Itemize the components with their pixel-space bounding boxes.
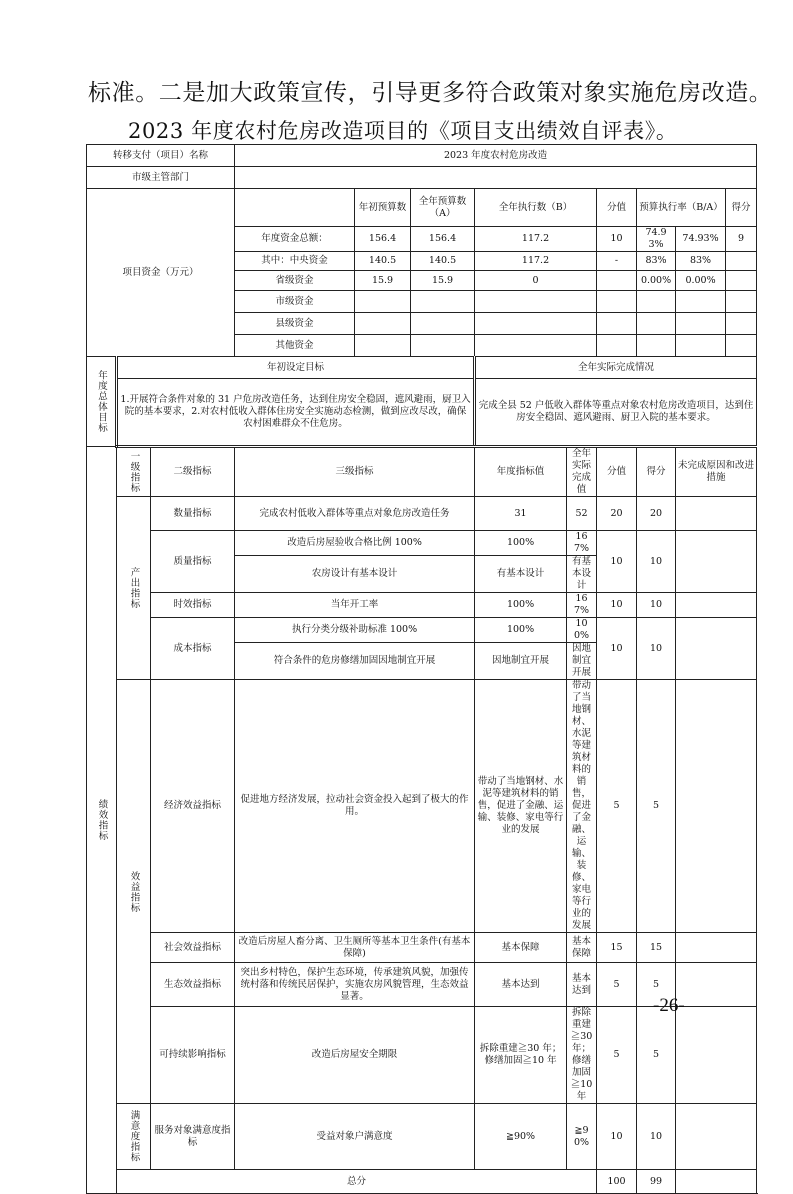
total-score: 99	[637, 1170, 676, 1194]
timeliness-actual: 167%	[567, 593, 597, 618]
total-points: 100	[597, 1170, 637, 1194]
quantity-points: 20	[597, 497, 637, 531]
sustainable-indicator: 改造后房屋安全期限	[235, 1007, 475, 1104]
funds-row-score	[726, 291, 757, 313]
table-row	[87, 357, 757, 379]
satisfaction-score: 10	[637, 1104, 676, 1170]
table-row	[87, 189, 757, 227]
satisfaction-target: ≧90%	[475, 1104, 567, 1170]
cost-reason	[676, 618, 757, 680]
funds-row-exec	[475, 335, 597, 357]
annual-goal-label: 年度总体目标	[87, 357, 117, 447]
table-row	[87, 379, 757, 447]
funds-row-points	[597, 313, 637, 335]
funds-row-rate1: 83%	[637, 252, 676, 271]
economic-actual: 带动了当地钢材、水泥等建筑材料的销售，促进了金融、运输、装修、家电等行业的发展	[567, 680, 597, 933]
funds-row-rate1	[637, 291, 676, 313]
funds-row-rate1	[637, 335, 676, 357]
funds-row-exec: 0	[475, 271, 597, 291]
funds-row-initial: 140.5	[355, 252, 411, 271]
perf-section-label: 绩效指标	[87, 447, 117, 1194]
funds-row-rate2	[676, 291, 726, 313]
quality-reason	[676, 531, 757, 593]
total-reason	[676, 1170, 757, 1194]
perf-header-level2: 二级指标	[151, 447, 235, 497]
satisfaction-indicator-label: 满意度指标	[117, 1104, 151, 1170]
goal-actual-header: 全年实际完成情况	[475, 357, 757, 379]
benefit-indicator-label: 效益指标	[117, 680, 151, 1104]
quantity-target: 31	[475, 497, 567, 531]
funds-row-exec: 117.2	[475, 252, 597, 271]
funds-row-label: 其中：中央资金	[235, 252, 355, 271]
satisfaction-actual: ≧90%	[567, 1104, 597, 1170]
output-indicator-label: 产出指标	[117, 497, 151, 680]
ecological-points: 5	[597, 963, 637, 1007]
funds-row-full	[411, 335, 475, 357]
cost-name: 成本指标	[151, 618, 235, 680]
perf-header-level1: 一级指标	[117, 447, 151, 497]
funds-header-full: 全年预算数（A）	[411, 189, 475, 227]
funds-row-rate2	[676, 313, 726, 335]
dept-label: 市级主管部门	[87, 167, 235, 189]
economic-name: 经济效益指标	[151, 680, 235, 933]
social-score: 15	[637, 933, 676, 963]
funds-header-blank	[235, 189, 355, 227]
funds-row-rate2: 83%	[676, 252, 726, 271]
economic-score: 5	[637, 680, 676, 933]
table-row	[87, 497, 757, 531]
funds-row-score	[726, 313, 757, 335]
dept-value	[235, 167, 757, 189]
table-row	[87, 593, 757, 618]
social-reason	[676, 933, 757, 963]
social-name: 社会效益指标	[151, 933, 235, 963]
table-row	[87, 1007, 757, 1104]
quantity-reason	[676, 497, 757, 531]
timeliness-name: 时效指标	[151, 593, 235, 618]
ecological-target: 基本达到	[475, 963, 567, 1007]
cost-score: 10	[637, 618, 676, 680]
funds-row-full: 140.5	[411, 252, 475, 271]
funds-row-points	[597, 335, 637, 357]
funds-row-rate2: 74.93%	[676, 227, 726, 252]
sustainable-points: 5	[597, 1007, 637, 1104]
ecological-actual: 基本达到	[567, 963, 597, 1007]
funds-row-points: -	[597, 252, 637, 271]
timeliness-score: 10	[637, 593, 676, 618]
funds-row-initial	[355, 291, 411, 313]
quality-points: 10	[597, 531, 637, 593]
cost-indicator: 执行分类分级补助标准 100%	[235, 618, 475, 643]
funds-header-score: 得分	[726, 189, 757, 227]
table-row	[87, 933, 757, 963]
perf-header-actual: 全年实际完成值	[567, 447, 597, 497]
economic-reason	[676, 680, 757, 933]
sustainable-reason	[676, 1007, 757, 1104]
goal-actual-text: 完成全县 52 户低收入群体等重点对象农村危房改造项目，达到住房安全稳固、遮风避雨、厨卫入院的基本要求。	[475, 379, 757, 447]
funds-row-initial: 156.4	[355, 227, 411, 252]
ecological-score: 5	[637, 963, 676, 1007]
funds-row-initial	[355, 313, 411, 335]
economic-indicator: 促进地方经济发展，拉动社会资金投入起到了极大的作用。	[235, 680, 475, 933]
satisfaction-indicator: 受益对象户满意度	[235, 1104, 475, 1170]
perf-header-score: 得分	[637, 447, 676, 497]
funds-row-initial: 15.9	[355, 271, 411, 291]
quality-target: 100%	[475, 531, 567, 556]
funds-row-label: 其他资金	[235, 335, 355, 357]
intro-line: 标准。二是加大政策宣传，引导更多符合政策对象实施危房改造。	[88, 80, 773, 106]
funds-row-rate1: 0.00%	[637, 271, 676, 291]
social-actual: 基本保障	[567, 933, 597, 963]
perf-header-reason: 未完成原因和改进措施	[676, 447, 757, 497]
table-row	[87, 531, 757, 556]
funds-header-initial: 年初预算数	[355, 189, 411, 227]
funds-row-points	[597, 271, 637, 291]
funds-row-score	[726, 271, 757, 291]
quality-indicator: 改造后房屋验收合格比例 100%	[235, 531, 475, 556]
funds-row-rate2: 0.00%	[676, 271, 726, 291]
cost-actual: 因地制宜开展	[567, 643, 597, 680]
funds-row-exec: 117.2	[475, 227, 597, 252]
funds-row-score: 9	[726, 227, 757, 252]
satisfaction-name: 服务对象满意度指标	[151, 1104, 235, 1170]
table-row	[87, 1104, 757, 1170]
quantity-indicator: 完成农村低收入群体等重点对象危房改造任务	[235, 497, 475, 531]
table-row	[87, 167, 757, 189]
project-name: 2023 年度农村危房改造	[235, 145, 757, 167]
table-row	[87, 618, 757, 643]
funds-row-label: 省级资金	[235, 271, 355, 291]
funds-row-rate1	[637, 313, 676, 335]
timeliness-reason	[676, 593, 757, 618]
funds-header-points: 分值	[597, 189, 637, 227]
table-row	[87, 447, 757, 497]
funds-row-points: 10	[597, 227, 637, 252]
perf-header-points: 分值	[597, 447, 637, 497]
table-row	[87, 145, 757, 167]
cost-indicator: 符合条件的危房修缮加固因地制宜开展	[235, 643, 475, 680]
project-name-label: 转移支付（项目）名称	[87, 145, 235, 167]
quantity-actual: 52	[567, 497, 597, 531]
quantity-name: 数量指标	[151, 497, 235, 531]
social-points: 15	[597, 933, 637, 963]
self-evaluation-table	[86, 144, 757, 1194]
funds-row-label: 市级资金	[235, 291, 355, 313]
cost-points: 10	[597, 618, 637, 680]
ecological-name: 生态效益指标	[151, 963, 235, 1007]
page-title: 2023 年度农村危房改造项目的《项目支出绩效自评表》。	[128, 119, 678, 143]
quality-name: 质量指标	[151, 531, 235, 593]
cost-target: 因地制宜开展	[475, 643, 567, 680]
cost-target: 100%	[475, 618, 567, 643]
social-indicator: 改造后房屋人畜分离、卫生厕所等基本卫生条件(有基本保障)	[235, 933, 475, 963]
sustainable-actual: 拆除重建≧30 年；修缮加固≧10 年	[567, 1007, 597, 1104]
social-target: 基本保障	[475, 933, 567, 963]
funds-row-points	[597, 291, 637, 313]
quality-score: 10	[637, 531, 676, 593]
funds-header-rate: 预算执行率（B/A）	[637, 189, 726, 227]
satisfaction-points: 10	[597, 1104, 637, 1170]
funds-row-exec	[475, 291, 597, 313]
quality-actual: 167%	[567, 531, 597, 556]
funds-row-initial	[355, 335, 411, 357]
sustainable-name: 可持续影响指标	[151, 1007, 235, 1104]
table-row	[87, 1170, 757, 1194]
funds-row-rate1: 74.93%	[637, 227, 676, 252]
funds-row-label: 年度资金总额：	[235, 227, 355, 252]
perf-header-target: 年度指标值	[475, 447, 567, 497]
funds-row-full: 156.4	[411, 227, 475, 252]
funds-row-full	[411, 291, 475, 313]
quality-target: 有基本设计	[475, 556, 567, 593]
timeliness-indicator: 当年开工率	[235, 593, 475, 618]
funds-row-full	[411, 313, 475, 335]
funds-row-exec	[475, 313, 597, 335]
funds-row-label: 县级资金	[235, 313, 355, 335]
quantity-score: 20	[637, 497, 676, 531]
ecological-reason	[676, 963, 757, 1007]
economic-target: 带动了当地钢材、水泥等建筑材料的销售，促进了金融、运输、装修、家电等行业的发展	[475, 680, 567, 933]
total-label: 总分	[117, 1170, 597, 1194]
perf-header-level3: 三级指标	[235, 447, 475, 497]
table-row	[87, 680, 757, 933]
quality-indicator: 农房设计有基本设计	[235, 556, 475, 593]
sustainable-score: 5	[637, 1007, 676, 1104]
goal-target-text: 1.开展符合条件对象的 31 户危房改造任务，达到住房安全稳固，遮风避雨，厨卫入院的基本要求，2.对农村低收入群体住房安全实施动态检测，做到应改尽改，确保农村困难群众不住危房。	[117, 379, 475, 447]
funds-row-rate2	[676, 335, 726, 357]
funds-row-score	[726, 335, 757, 357]
timeliness-target: 100%	[475, 593, 567, 618]
sustainable-target: 拆除重建≧30 年；修缮加固≧10 年	[475, 1007, 567, 1104]
funds-label: 项目资金（万元）	[87, 189, 235, 357]
page-number: -26-	[653, 995, 685, 1016]
funds-row-score	[726, 252, 757, 271]
timeliness-points: 10	[597, 593, 637, 618]
goal-target-header: 年初设定目标	[117, 357, 475, 379]
quality-actual: 有基本设计	[567, 556, 597, 593]
cost-actual: 100%	[567, 618, 597, 643]
funds-row-full: 15.9	[411, 271, 475, 291]
funds-header-execution: 全年执行数（B）	[475, 189, 597, 227]
economic-points: 5	[597, 680, 637, 933]
satisfaction-reason	[676, 1104, 757, 1170]
ecological-indicator: 突出乡村特色，保护生态环境，传承建筑风貌，加强传统村落和传统民居保护，实施农房风貌管理，生态效益显著。	[235, 963, 475, 1007]
